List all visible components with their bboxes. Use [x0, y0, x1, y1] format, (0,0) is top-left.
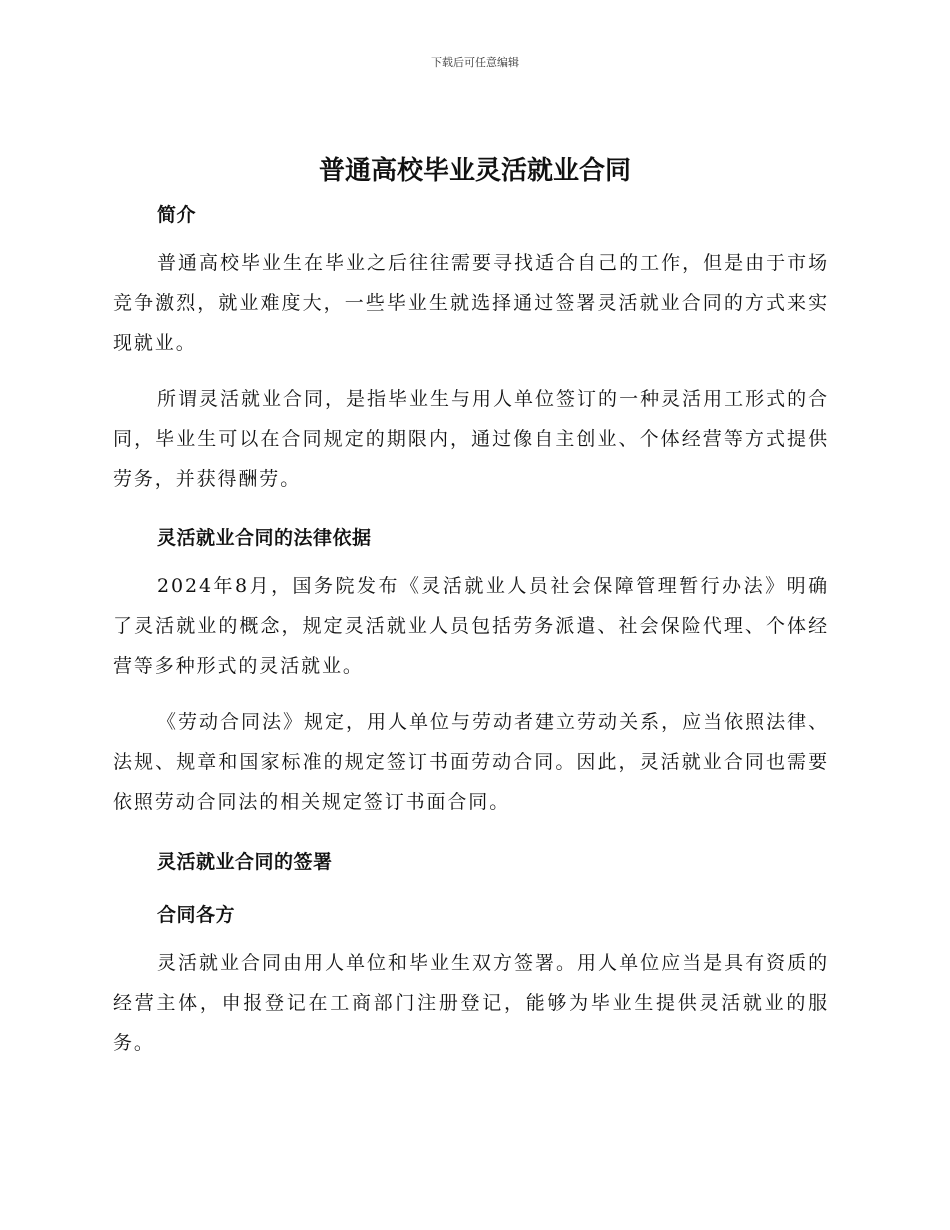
paragraph-legal-2: 《劳动合同法》规定，用人单位与劳动者建立劳动关系，应当依照法律、法规、规章和国家标准的规定签订书面劳动合同。因此，灵活就业合同也需要依照劳动合同法的相关规定签订书面合同。 [113, 711, 829, 813]
page-header: 下载后可任意编辑 [431, 56, 519, 69]
paragraph-legal-1: 2024年8月，国务院发布《灵活就业人员社会保障管理暂行办法》明确了灵活就业的概念，规定灵活就业人员包括劳务派遣、社会保险代理、个体经营等多种形式的灵活就业。 [113, 575, 829, 677]
section-heading-legal-basis: 灵活就业合同的法律依据 [157, 527, 372, 549]
paragraph-parties-1: 灵活就业合同由用人单位和毕业生双方签署。用人单位应当是具有资质的经营主体，申报登记在工商部门注册登记，能够为毕业生提供灵活就业的服务。 [113, 952, 829, 1054]
section-heading-intro: 简介 [157, 204, 197, 226]
paragraph-intro-2: 所谓灵活就业合同，是指毕业生与用人单位签订的一种灵活用工形式的合同，毕业生可以在合同规定的期限内，通过像自主创业、个体经营等方式提供劳务，并获得酬劳。 [113, 388, 829, 490]
section-heading-parties: 合同各方 [157, 904, 236, 926]
document-title: 普通高校毕业灵活就业合同 [318, 156, 631, 186]
section-heading-signing: 灵活就业合同的签署 [157, 851, 333, 873]
paragraph-intro-1: 普通高校毕业生在毕业之后往往需要寻找适合自己的工作，但是由于市场竞争激烈，就业难度大，一些毕业生就选择通过签署灵活就业合同的方式来实现就业。 [113, 252, 829, 354]
